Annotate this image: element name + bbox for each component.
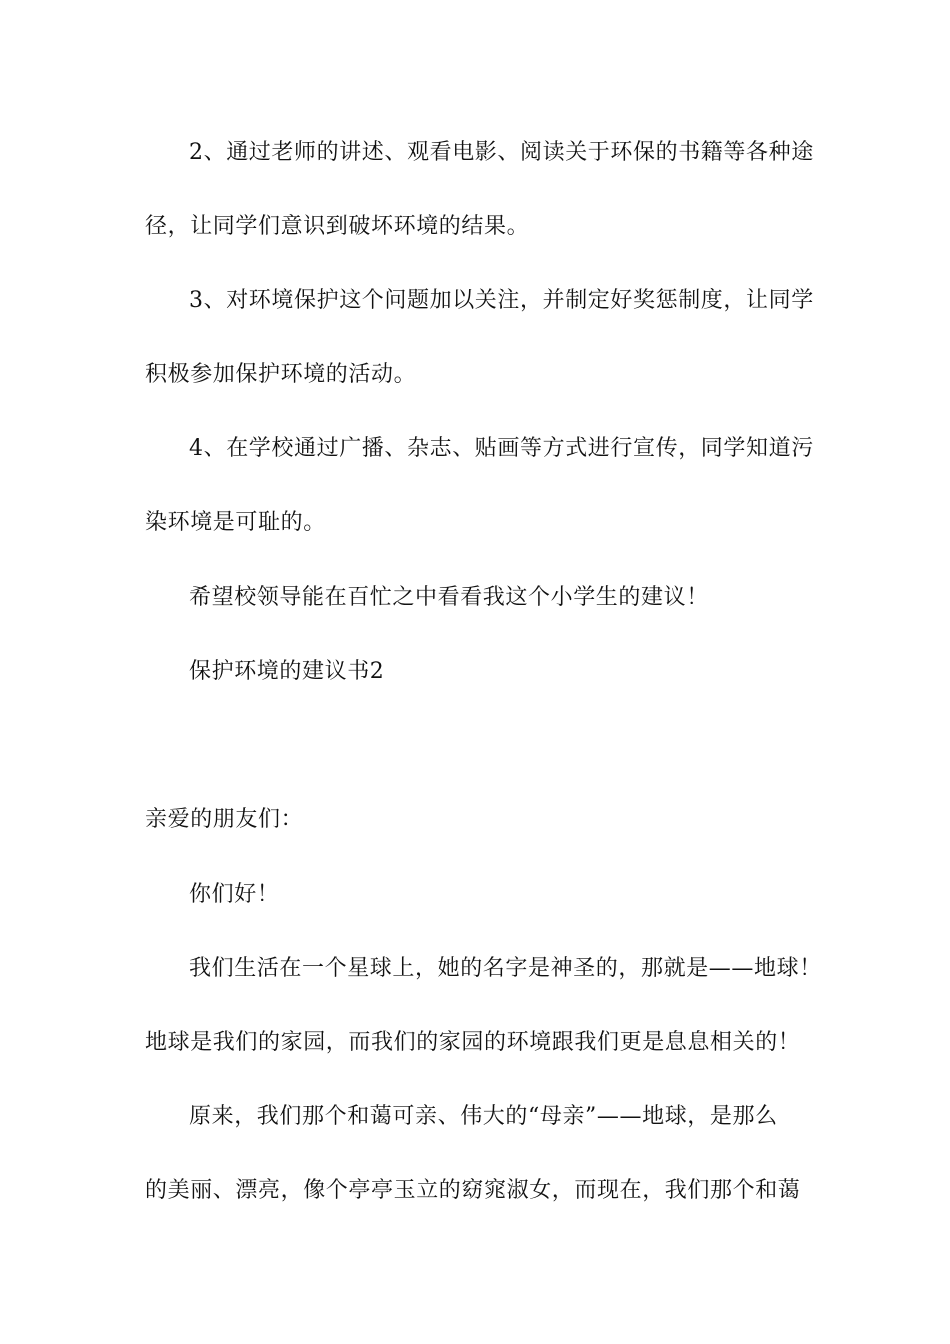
paragraph-line: 我们生活在一个星球上，她的名字是神圣的，那就是——地球！	[189, 956, 822, 981]
paragraph-line: 染环境是可耻的。	[145, 510, 326, 535]
paragraph-line: 3、对环境保护这个问题加以关注，并制定好奖惩制度，让同学	[189, 288, 814, 313]
paragraph-line: 积极参加保护环境的活动。	[145, 362, 417, 387]
paragraph-line: 原来，我们那个和蔼可亲、伟大的“母亲”——地球，是那么	[189, 1104, 778, 1129]
paragraph-line: 希望校领导能在百忙之中看看我这个小学生的建议！	[189, 585, 709, 610]
paragraph-line: 4、在学校通过广播、杂志、贴画等方式进行宣传，同学知道污	[189, 436, 814, 461]
paragraph-line: 径，让同学们意识到破坏环境的结果。	[145, 214, 530, 239]
greeting: 你们好！	[189, 882, 280, 907]
paragraph-line: 2、通过老师的讲述、观看电影、阅读关于环保的书籍等各种途	[189, 140, 814, 165]
paragraph-line: 的美丽、漂亮，像个亭亭玉立的窈窕淑女，而现在，我们那个和蔼	[145, 1178, 801, 1203]
section-heading: 保护环境的建议书2	[189, 659, 385, 684]
paragraph-line: 地球是我们的家园，而我们的家园的环境跟我们更是息息相关的！	[145, 1030, 801, 1055]
salutation: 亲爱的朋友们：	[145, 807, 304, 832]
